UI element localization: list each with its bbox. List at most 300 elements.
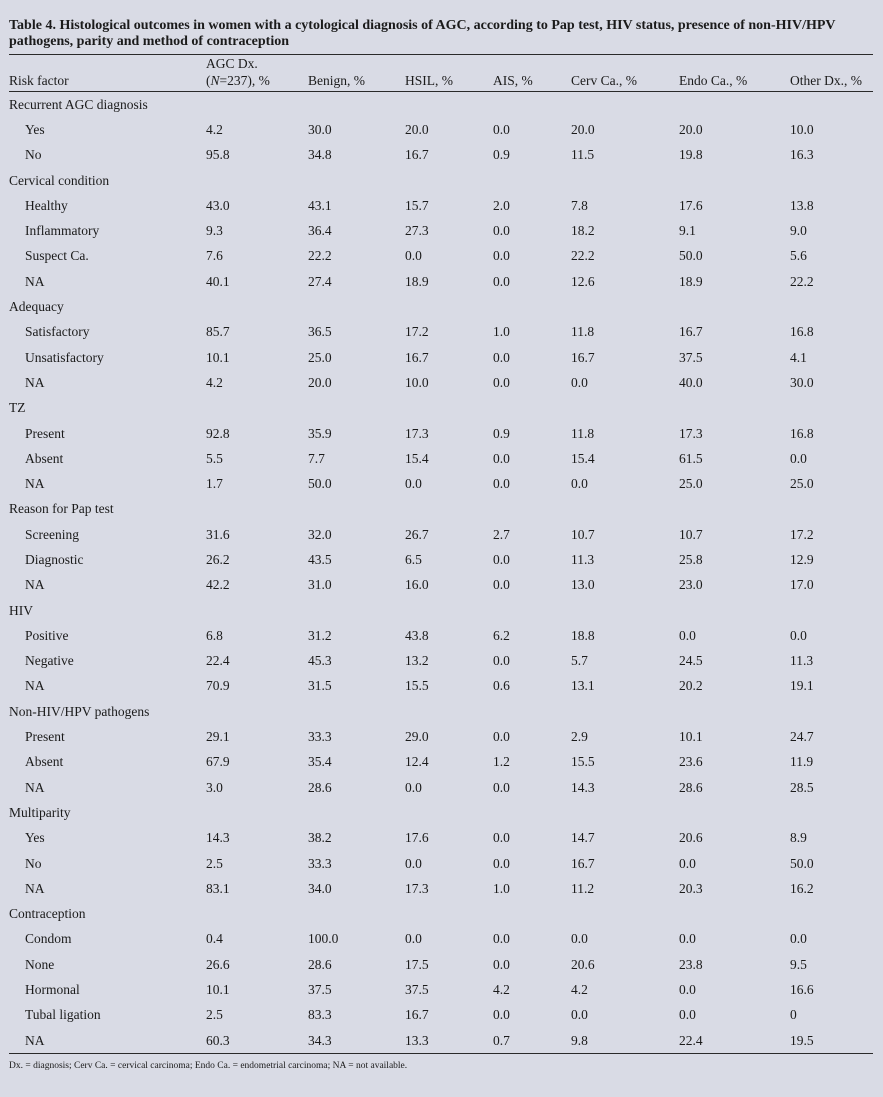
table-cell: 0.0 bbox=[493, 273, 510, 289]
row-label: NA bbox=[25, 476, 45, 492]
table-cell: 15.4 bbox=[405, 450, 429, 466]
table-cell: 4.2 bbox=[493, 982, 510, 998]
histology-table bbox=[9, 55, 873, 1054]
table-cell bbox=[679, 902, 790, 927]
table-cell: 0.0 bbox=[493, 729, 510, 745]
table-cell: 1.0 bbox=[493, 324, 510, 340]
table-cell: 16.7 bbox=[405, 1007, 429, 1023]
table-cell: 34.0 bbox=[308, 880, 332, 896]
table-cell: 22.4 bbox=[206, 653, 230, 669]
table-cell: 25.0 bbox=[790, 476, 814, 492]
table-cell: 4.2 bbox=[206, 374, 223, 390]
table-cell: 20.3 bbox=[679, 880, 703, 896]
table-cell: 11.2 bbox=[571, 880, 595, 896]
table-cell: 17.3 bbox=[405, 880, 429, 896]
table-cell bbox=[571, 699, 679, 724]
table-cell bbox=[405, 168, 493, 193]
table-cell bbox=[308, 598, 405, 623]
group-label: Adequacy bbox=[9, 299, 64, 315]
table-cell bbox=[790, 168, 873, 193]
table-cell: 15.5 bbox=[571, 754, 595, 770]
table-cell bbox=[493, 294, 571, 319]
row-label: NA bbox=[25, 779, 45, 795]
header-risk-factor: Risk factor bbox=[9, 55, 206, 92]
table-cell: 27.3 bbox=[405, 223, 429, 239]
table-cell bbox=[206, 598, 308, 623]
table-cell: 6.2 bbox=[493, 627, 510, 643]
table-cell: 20.0 bbox=[571, 121, 595, 137]
group-label: Cervical condition bbox=[9, 172, 110, 188]
row-label: Present bbox=[25, 729, 65, 745]
table-cell: 36.4 bbox=[308, 223, 332, 239]
table-cell: 0.0 bbox=[493, 1007, 510, 1023]
table-cell: 0.0 bbox=[493, 956, 510, 972]
table-row bbox=[9, 952, 873, 977]
table-row bbox=[9, 573, 873, 598]
table-cell: 36.5 bbox=[308, 324, 332, 340]
table-cell: 13.8 bbox=[790, 197, 814, 213]
table-cell: 60.3 bbox=[206, 1028, 308, 1054]
row-label: NA bbox=[25, 678, 45, 694]
table-cell bbox=[308, 92, 405, 118]
table-cell: 20.0 bbox=[405, 121, 429, 137]
table-cell: 37.5 bbox=[405, 982, 429, 998]
table-cell: 25.0 bbox=[679, 476, 703, 492]
table-cell bbox=[308, 800, 405, 825]
table-title: Table 4. Histological outcomes in women with a cytological diagnosis of AGC, according to Pap test, HIV status, presence of non-HIV/HPV pathogens, parity and method of contraception bbox=[9, 18, 836, 49]
group-row bbox=[9, 497, 873, 522]
table-row bbox=[9, 826, 873, 851]
table-cell bbox=[790, 396, 873, 421]
table-row bbox=[9, 876, 873, 901]
table-cell: 26.6 bbox=[206, 956, 230, 972]
table-cell bbox=[679, 699, 790, 724]
table-cell: 9.0 bbox=[790, 223, 807, 239]
row-label: Satisfactory bbox=[25, 324, 90, 340]
table-cell bbox=[206, 92, 308, 118]
group-label: TZ bbox=[9, 400, 26, 416]
group-label: Recurrent AGC diagnosis bbox=[9, 96, 148, 112]
table-row bbox=[9, 775, 873, 800]
row-label: Absent bbox=[25, 450, 64, 466]
table-cell: 100.0 bbox=[308, 931, 339, 947]
table-cell: 17.0 bbox=[790, 577, 814, 593]
table-cell bbox=[308, 699, 405, 724]
table-cell: 17.6 bbox=[405, 830, 429, 846]
table-cell: 22.2 bbox=[790, 273, 814, 289]
table-row bbox=[9, 750, 873, 775]
table-cell: 0.0 bbox=[493, 779, 510, 795]
table-cell: 0.0 bbox=[679, 627, 696, 643]
group-row bbox=[9, 800, 873, 825]
table-cell: 0.0 bbox=[790, 627, 807, 643]
table-cell: 9.3 bbox=[206, 223, 223, 239]
table-cell: 0.0 bbox=[493, 830, 510, 846]
group-row bbox=[9, 902, 873, 927]
table-cell: 10.1 bbox=[679, 729, 703, 745]
table-cell: 1.7 bbox=[206, 476, 223, 492]
header-agc bbox=[206, 55, 308, 92]
table-cell: 6.8 bbox=[206, 627, 223, 643]
table-row bbox=[9, 522, 873, 547]
table-cell: 7.7 bbox=[308, 450, 325, 466]
table-cell: 28.6 bbox=[308, 956, 332, 972]
table-cell: 20.6 bbox=[679, 830, 703, 846]
table-cell: 0.0 bbox=[679, 931, 696, 947]
table-cell bbox=[206, 396, 308, 421]
table-cell: 2.0 bbox=[493, 197, 510, 213]
table-cell: 43.5 bbox=[308, 551, 332, 567]
table-cell: 0.0 bbox=[493, 577, 510, 593]
table-cell: 43.0 bbox=[206, 197, 230, 213]
table-cell: 37.5 bbox=[679, 349, 703, 365]
table-cell: 30.0 bbox=[790, 374, 814, 390]
table-cell: 20.6 bbox=[571, 956, 595, 972]
table-cell: 0.0 bbox=[790, 450, 807, 466]
table-cell: 0.0 bbox=[571, 374, 588, 390]
table-cell bbox=[405, 294, 493, 319]
table-cell: 0.0 bbox=[405, 931, 422, 947]
table-cell: 1.2 bbox=[493, 754, 510, 770]
table-cell: 16.3 bbox=[790, 147, 814, 163]
table-cell: 10.1 bbox=[206, 982, 230, 998]
table-row bbox=[9, 193, 873, 218]
table-cell: 13.3 bbox=[405, 1028, 493, 1054]
table-cell: 0.0 bbox=[493, 374, 510, 390]
table-cell bbox=[493, 497, 571, 522]
table-cell: 12.4 bbox=[405, 754, 429, 770]
row-label: Inflammatory bbox=[25, 223, 100, 239]
table-cell bbox=[308, 168, 405, 193]
table-cell: 83.1 bbox=[206, 880, 230, 896]
table-cell bbox=[571, 396, 679, 421]
table-row bbox=[9, 724, 873, 749]
table-cell: 0.0 bbox=[493, 223, 510, 239]
table-row bbox=[9, 421, 873, 446]
table-cell: 35.4 bbox=[308, 754, 332, 770]
table-body bbox=[9, 92, 873, 1054]
table-cell: 6.5 bbox=[405, 551, 422, 567]
table-cell: 28.6 bbox=[308, 779, 332, 795]
header-cerv: Cerv Ca., % bbox=[571, 55, 679, 92]
table-cell: 10.7 bbox=[679, 526, 703, 542]
table-cell: 12.6 bbox=[571, 273, 595, 289]
table-cell bbox=[679, 497, 790, 522]
header-ais: AIS, % bbox=[493, 55, 571, 92]
table-cell bbox=[308, 902, 405, 927]
table-cell: 22.2 bbox=[308, 248, 332, 264]
table-row bbox=[9, 851, 873, 876]
table-row bbox=[9, 977, 873, 1002]
table-cell: 4.1 bbox=[790, 349, 807, 365]
table-cell: 1.0 bbox=[493, 880, 510, 896]
row-label: Yes bbox=[25, 121, 45, 137]
row-label: No bbox=[25, 147, 42, 163]
table-cell: 26.2 bbox=[206, 551, 230, 567]
table-cell: 28.6 bbox=[679, 779, 703, 795]
table-cell: 11.8 bbox=[571, 324, 595, 340]
row-label: Healthy bbox=[25, 197, 68, 213]
table-cell: 2.5 bbox=[206, 1007, 223, 1023]
table-cell: 5.7 bbox=[571, 653, 588, 669]
table-cell: 0.0 bbox=[405, 779, 422, 795]
row-label: Positive bbox=[25, 627, 69, 643]
table-cell: 15.4 bbox=[571, 450, 595, 466]
table-cell bbox=[405, 699, 493, 724]
table-cell: 0.0 bbox=[493, 653, 510, 669]
table-cell: 31.2 bbox=[308, 627, 332, 643]
table-cell: 23.8 bbox=[679, 956, 703, 972]
table-row bbox=[9, 218, 873, 243]
table-cell: 0.0 bbox=[493, 855, 510, 871]
table-cell: 0.0 bbox=[790, 931, 807, 947]
table-container bbox=[9, 18, 873, 1072]
row-label: Hormonal bbox=[25, 982, 80, 998]
table-cell: 17.3 bbox=[405, 425, 429, 441]
table-cell: 5.5 bbox=[206, 450, 223, 466]
table-cell: 11.3 bbox=[571, 551, 595, 567]
table-cell: 16.6 bbox=[790, 982, 814, 998]
table-cell bbox=[790, 598, 873, 623]
table-cell: 16.7 bbox=[571, 349, 595, 365]
table-cell: 31.5 bbox=[308, 678, 332, 694]
group-label: Non-HIV/HPV pathogens bbox=[9, 703, 150, 719]
table-cell: 38.2 bbox=[308, 830, 332, 846]
table-cell: 0.0 bbox=[405, 476, 422, 492]
table-cell bbox=[308, 396, 405, 421]
header-agc-line1: AGC Dx. bbox=[206, 56, 258, 71]
table-cell bbox=[790, 800, 873, 825]
table-cell bbox=[206, 294, 308, 319]
table-row bbox=[9, 269, 873, 294]
table-cell: 0.0 bbox=[571, 1007, 588, 1023]
table-cell: 0.6 bbox=[493, 678, 510, 694]
table-cell: 11.9 bbox=[790, 754, 814, 770]
table-cell: 20.2 bbox=[679, 678, 703, 694]
table-cell: 40.1 bbox=[206, 273, 230, 289]
table-cell: 43.1 bbox=[308, 197, 332, 213]
row-label: Unsatisfactory bbox=[25, 349, 104, 365]
table-cell: 16.8 bbox=[790, 425, 814, 441]
table-cell: 50.0 bbox=[308, 476, 332, 492]
group-label: Reason for Pap test bbox=[9, 501, 114, 517]
table-cell: 19.1 bbox=[790, 678, 814, 694]
table-cell: 16.2 bbox=[790, 880, 814, 896]
row-label: Present bbox=[25, 425, 65, 441]
group-row bbox=[9, 294, 873, 319]
table-row bbox=[9, 446, 873, 471]
table-cell: 17.6 bbox=[679, 197, 703, 213]
table-cell: 4.2 bbox=[571, 982, 588, 998]
table-cell: 14.3 bbox=[206, 830, 230, 846]
header-endo: Endo Ca., % bbox=[679, 55, 790, 92]
header-benign: Benign, % bbox=[308, 55, 405, 92]
table-row bbox=[9, 674, 873, 699]
table-cell: 11.8 bbox=[571, 425, 595, 441]
table-row bbox=[9, 649, 873, 674]
table-cell: 2.5 bbox=[206, 855, 223, 871]
table-cell: 42.2 bbox=[206, 577, 230, 593]
table-cell bbox=[679, 92, 790, 118]
table-cell: 22.2 bbox=[571, 248, 595, 264]
table-row bbox=[9, 345, 873, 370]
table-cell bbox=[571, 168, 679, 193]
table-cell bbox=[790, 92, 873, 118]
row-label: NA bbox=[25, 374, 45, 390]
table-cell bbox=[493, 598, 571, 623]
table-cell: 17.3 bbox=[679, 425, 703, 441]
group-row bbox=[9, 598, 873, 623]
group-label: Contraception bbox=[9, 906, 86, 922]
table-cell bbox=[308, 294, 405, 319]
table-cell: 9.5 bbox=[790, 956, 807, 972]
table-cell: 37.5 bbox=[308, 982, 332, 998]
table-cell: 31.0 bbox=[308, 577, 332, 593]
row-label: Tubal ligation bbox=[25, 1007, 101, 1023]
table-cell: 0.0 bbox=[679, 982, 696, 998]
group-row bbox=[9, 699, 873, 724]
table-cell bbox=[790, 902, 873, 927]
row-label: Suspect Ca. bbox=[25, 248, 89, 264]
row-label: Yes bbox=[25, 830, 45, 846]
table-cell: 23.0 bbox=[679, 577, 703, 593]
table-cell: 30.0 bbox=[308, 121, 332, 137]
group-label: Multiparity bbox=[9, 804, 71, 820]
table-cell: 0.0 bbox=[493, 450, 510, 466]
table-cell: 17.2 bbox=[405, 324, 429, 340]
table-cell: 16.7 bbox=[571, 855, 595, 871]
table-cell: 17.2 bbox=[790, 526, 814, 542]
table-cell: 14.7 bbox=[571, 830, 595, 846]
table-cell: 29.1 bbox=[206, 729, 230, 745]
table-cell: 0.0 bbox=[493, 476, 510, 492]
row-label: NA bbox=[25, 880, 45, 896]
table-row bbox=[9, 1003, 873, 1028]
table-cell: 18.8 bbox=[571, 627, 595, 643]
table-cell bbox=[405, 396, 493, 421]
row-label: NA bbox=[9, 1028, 206, 1054]
table-cell bbox=[790, 699, 873, 724]
table-cell bbox=[405, 598, 493, 623]
table-cell: 24.7 bbox=[790, 729, 814, 745]
table-cell: 0.0 bbox=[405, 855, 422, 871]
table-cell: 0.7 bbox=[493, 1028, 571, 1054]
table-cell bbox=[493, 92, 571, 118]
table-cell bbox=[679, 598, 790, 623]
table-cell bbox=[790, 497, 873, 522]
table-cell: 15.7 bbox=[405, 197, 429, 213]
table-cell: 0.0 bbox=[571, 476, 588, 492]
header-agc-count: =237), % bbox=[219, 73, 270, 88]
table-cell: 16.7 bbox=[679, 324, 703, 340]
table-cell: 27.4 bbox=[308, 273, 332, 289]
table-cell: 19.8 bbox=[679, 147, 703, 163]
table-cell bbox=[493, 902, 571, 927]
table-cell bbox=[493, 168, 571, 193]
table-cell: 18.9 bbox=[405, 273, 429, 289]
table-cell: 2.7 bbox=[493, 526, 510, 542]
table-cell bbox=[790, 294, 873, 319]
table-cell bbox=[493, 699, 571, 724]
table-cell: 40.0 bbox=[679, 374, 703, 390]
row-label: Diagnostic bbox=[25, 551, 84, 567]
table-cell: 0.0 bbox=[493, 121, 510, 137]
table-cell: 15.5 bbox=[405, 678, 429, 694]
row-label: Absent bbox=[25, 754, 64, 770]
group-row bbox=[9, 168, 873, 193]
table-cell: 34.3 bbox=[308, 1028, 405, 1054]
header-agc-n: N bbox=[210, 73, 220, 88]
table-cell: 14.3 bbox=[571, 779, 595, 795]
row-label: NA bbox=[25, 577, 45, 593]
table-cell bbox=[679, 396, 790, 421]
table-cell: 35.9 bbox=[308, 425, 332, 441]
table-cell: 18.9 bbox=[679, 273, 703, 289]
row-label: Screening bbox=[25, 526, 79, 542]
table-cell: 92.8 bbox=[206, 425, 230, 441]
table-cell: 0.0 bbox=[679, 855, 696, 871]
table-cell bbox=[571, 92, 679, 118]
table-cell bbox=[206, 497, 308, 522]
table-cell: 11.5 bbox=[571, 147, 595, 163]
table-cell: 0.9 bbox=[493, 425, 510, 441]
header-other: Other Dx., % bbox=[790, 55, 873, 92]
table-cell: 20.0 bbox=[308, 374, 332, 390]
table-row bbox=[9, 370, 873, 395]
table-cell bbox=[679, 800, 790, 825]
table-cell: 7.8 bbox=[571, 197, 588, 213]
group-row bbox=[9, 92, 873, 118]
row-label: Negative bbox=[25, 653, 74, 669]
group-row bbox=[9, 396, 873, 421]
table-cell bbox=[405, 497, 493, 522]
table-cell bbox=[493, 800, 571, 825]
table-cell bbox=[308, 497, 405, 522]
table-cell: 24.5 bbox=[679, 653, 703, 669]
table-cell: 0.4 bbox=[206, 931, 223, 947]
table-row bbox=[9, 1028, 873, 1054]
table-row bbox=[9, 117, 873, 142]
table-footnote: Dx. = diagnosis; Cerv Ca. = cervical carcinoma; Endo Ca. = endometrial carcinoma; NA = not available. bbox=[9, 1061, 408, 1072]
row-label: None bbox=[25, 956, 55, 972]
table-cell: 16.8 bbox=[790, 324, 814, 340]
table-row bbox=[9, 244, 873, 269]
table-cell: 13.0 bbox=[571, 577, 595, 593]
table-cell: 67.9 bbox=[206, 754, 230, 770]
table-cell: 33.3 bbox=[308, 855, 332, 871]
table-cell: 25.0 bbox=[308, 349, 332, 365]
table-cell bbox=[206, 699, 308, 724]
table-cell: 85.7 bbox=[206, 324, 230, 340]
table-cell: 9.8 bbox=[571, 1028, 679, 1054]
table-row bbox=[9, 143, 873, 168]
table-cell: 0.0 bbox=[571, 931, 588, 947]
table-cell bbox=[493, 396, 571, 421]
table-cell: 13.2 bbox=[405, 653, 429, 669]
table-cell bbox=[571, 598, 679, 623]
table-cell: 0.0 bbox=[493, 551, 510, 567]
header-agc-paren: ( bbox=[206, 73, 211, 88]
table-cell: 20.0 bbox=[679, 121, 703, 137]
table-row bbox=[9, 471, 873, 496]
table-cell bbox=[405, 902, 493, 927]
table-cell: 28.5 bbox=[790, 779, 814, 795]
table-cell: 13.1 bbox=[571, 678, 595, 694]
table-cell bbox=[571, 294, 679, 319]
table-cell: 32.0 bbox=[308, 526, 332, 542]
table-cell: 0.0 bbox=[493, 349, 510, 365]
group-label: HIV bbox=[9, 602, 33, 618]
